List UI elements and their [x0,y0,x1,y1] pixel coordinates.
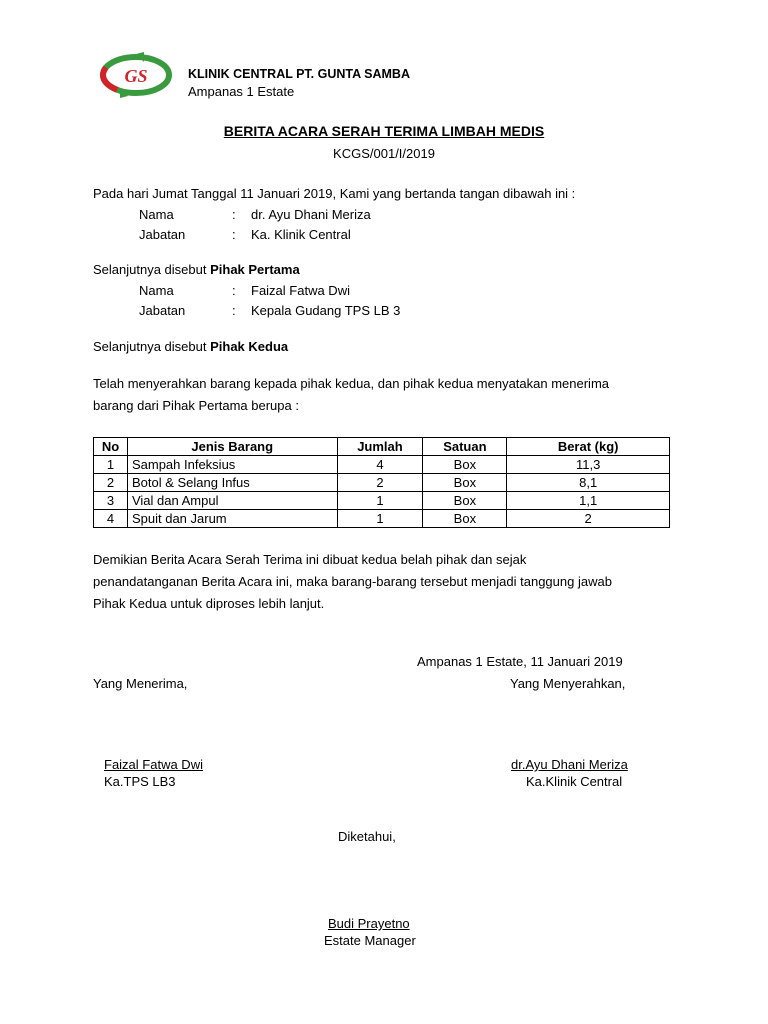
table-header-row [94,438,670,456]
cell-weight: 2 [507,510,670,528]
closing-text [93,549,612,615]
receiver-name: Faizal Fatwa Dwi [104,757,203,772]
party1-position-label: Jabatan [139,227,186,242]
cell-quantity: 4 [337,456,423,474]
cell-quantity: 1 [337,492,423,510]
witness-name: Budi Prayetno [328,916,410,931]
party2-name-value: Faizal Fatwa Dwi [251,283,350,298]
giver-name: dr.Ayu Dhani Meriza [511,757,628,772]
giver-label: Yang Menyerahkan, [510,676,626,691]
party2-designation-name: Pihak Kedua [210,339,289,354]
header-satuan: Satuan [423,438,507,456]
party1-position-colon: : [232,227,236,242]
cell-unit: Box [423,492,507,510]
party2-designation-prefix: Selanjutnya disebut [93,339,211,354]
handover-line-2: barang dari Pihak Pertama berupa : [93,398,299,413]
header-no: No [94,438,128,456]
cell-unit: Box [423,456,507,474]
logo-graphic [100,52,172,98]
cell-item: Vial dan Ampul [127,492,337,510]
header-jenis-barang: Jenis Barang [127,438,337,456]
items-table [93,437,670,528]
table-row [94,456,670,474]
cell-no: 4 [94,510,128,528]
cell-quantity: 1 [337,510,423,528]
header-jumlah: Jumlah [337,438,423,456]
party2-position-label: Jabatan [139,303,186,318]
party1-name-label: Nama [139,207,174,222]
party1-designation-prefix: Selanjutnya disebut [93,262,211,277]
cell-weight: 1,1 [507,492,670,510]
document-title: BERITA ACARA SERAH TERIMA LIMBAH MEDIS [223,123,545,139]
cell-no: 1 [94,456,128,474]
place-date: Ampanas 1 Estate, 11 Januari 2019 [417,654,623,669]
handover-line-1: Telah menyerahkan barang kepada pihak kedua, dan pihak kedua menyatakan menerima [93,376,610,391]
closing-line-1: Demikian Berita Acara Serah Terima ini dibuat kedua belah pihak dan sejak [93,552,527,567]
party2-name-label: Nama [139,283,174,298]
party2-name-colon: : [232,283,236,298]
cell-item: Spuit dan Jarum [127,510,337,528]
logo-text: GS [124,66,148,86]
cell-weight: 11,3 [507,456,670,474]
document-number: KCGS/001/I/2019 [333,146,435,161]
party1-name-colon: : [232,207,236,222]
giver-title: Ka.Klinik Central [526,774,623,789]
cell-item: Sampah Infeksius [127,456,337,474]
header-berat: Berat (kg) [507,438,670,456]
cell-no: 2 [94,474,128,492]
company-logo [100,52,172,98]
cell-item: Botol & Selang Infus [127,474,337,492]
receiver-title: Ka.TPS LB3 [104,774,176,789]
cell-weight: 8,1 [507,474,670,492]
party2-position-colon: : [232,303,236,318]
cell-no: 3 [94,492,128,510]
intro-text: Pada hari Jumat Tanggal 11 Januari 2019, Kami yang bertanda tangan dibawah ini : [93,186,576,201]
party2-designation [93,339,288,355]
party1-designation [93,262,300,278]
cell-quantity: 2 [337,474,423,492]
closing-line-2: penandatanganan Berita Acara ini, maka barang-barang tersebut menjadi tanggung jawab [93,574,612,589]
party1-position-value: Ka. Klinik Central [251,227,351,242]
cell-unit: Box [423,510,507,528]
table-row [94,474,670,492]
table-row [94,492,670,510]
estate-name: Ampanas 1 Estate [188,84,295,99]
clinic-name: KLINIK CENTRAL PT. GUNTA SAMBA [188,67,410,81]
closing-line-3: Pihak Kedua untuk diproses lebih lanjut. [93,596,325,611]
witness-title: Estate Manager [324,933,416,948]
party2-position-value: Kepala Gudang TPS LB 3 [251,303,401,318]
table-row [94,510,670,528]
party1-name-value: dr. Ayu Dhani Meriza [251,207,371,222]
cell-unit: Box [423,474,507,492]
party1-designation-name: Pihak Pertama [210,262,300,277]
handover-text [93,373,609,417]
receiver-label: Yang Menerima, [93,676,188,691]
witness-label: Diketahui, [338,829,396,844]
